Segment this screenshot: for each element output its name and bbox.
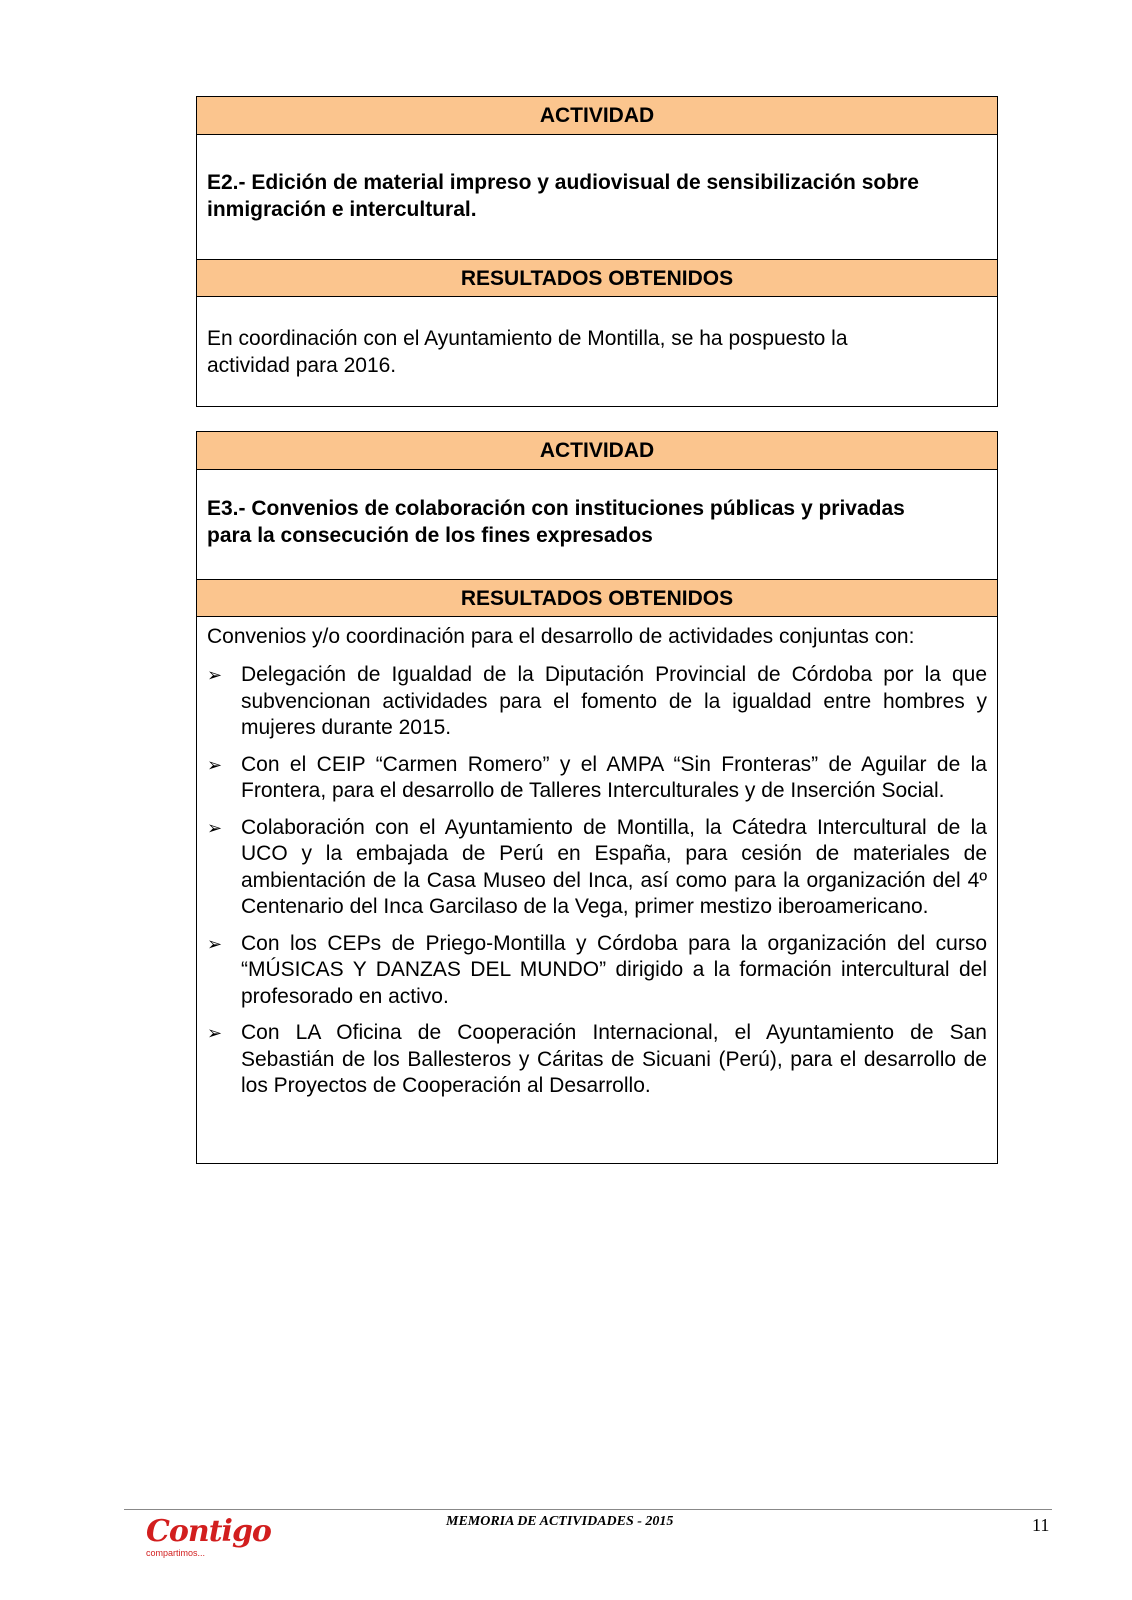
logo-tagline: compartimos... [146,1548,206,1558]
footer-title: MEMORIA DE ACTIVIDADES - 2015 [446,1514,674,1529]
arrow-bullet-icon: ➢ [207,1023,223,1043]
arrow-bullet-icon: ➢ [207,754,223,775]
results-header: RESULTADOS OBTENIDOS [197,579,997,617]
activity-title-line: E2.- Edición de material impreso y audiovisual de sensibilización sobre [207,171,919,194]
activity-header: ACTIVIDAD [197,432,997,470]
list-item-text: Colaboración con el Ayuntamiento de Montilla, la Cátedra Intercultural de la UCO y la embajada de Perú en España, para cesión de materiales de ambientación de la Casa Museo del Inca, así como para la organización del 4º Centenario del Inca Garcilaso de la Vega, primer mestizo iberoamericano. [241,815,987,918]
footer-divider [124,1509,1052,1510]
list-item [197,931,997,1011]
list-item-text: Con LA Oficina de Cooperación Internacional, el Ayuntamiento de San Sebastián de los Ballesteros y Cáritas de Sicuani (Perú), para el desarrollo de los Proyectos de Cooperación al Desarrollo. [241,1021,987,1097]
page-number: 11 [1032,1515,1050,1535]
results-text-line: actividad para 2016. [207,354,397,377]
list-item [197,815,997,921]
arrow-bullet-icon: ➢ [207,817,223,838]
list-item [197,752,997,805]
activity-title [197,470,997,579]
activity-title-line: inmigración e intercultural. [207,198,477,221]
list-item [197,662,997,742]
list-item-text: Con los CEPs de Priego-Montilla y Córdoba para la organización del curso “MÚSICAS Y DANZAS DEL MUNDO” dirigido a la formación intercultural del profesorado en activo. [241,931,987,1008]
results-text [197,297,997,379]
arrow-bullet-icon: ➢ [207,933,223,954]
results-text-line: En coordinación con el Ayuntamiento de Montilla, se ha pospuesto la [207,327,848,350]
arrow-bullet-icon: ➢ [207,665,223,685]
activity-title-line: E3.- Convenios de colaboración con instituciones públicas y privadas [207,497,905,520]
activity-header: ACTIVIDAD [197,97,997,135]
activity-block-e2 [196,96,998,407]
logo-brand-text: Contigo [146,1514,271,1549]
results-list [197,662,997,1100]
list-item-text: Delegación de Igualdad de la Diputación Provincial de Córdoba por la que subvencionan actividades para el fomento de la igualdad entre hombres y mujeres durante 2015. [241,663,987,739]
contigo-logo [146,1506,271,1558]
activity-block-e3 [196,431,998,1164]
list-item-text: Con el CEIP “Carmen Romero” y el AMPA “Sin Fronteras” de Aguilar de la Frontera, para el desarrollo de Talleres Interculturales y de Inserción Social. [241,752,987,802]
results-header: RESULTADOS OBTENIDOS [197,259,997,297]
activity-title [197,135,997,259]
activity-title-line: para la consecución de los fines expresados [207,524,653,547]
results-intro: Convenios y/o coordinación para el desarrollo de actividades conjuntas con: [207,625,915,648]
list-item [197,1020,997,1100]
